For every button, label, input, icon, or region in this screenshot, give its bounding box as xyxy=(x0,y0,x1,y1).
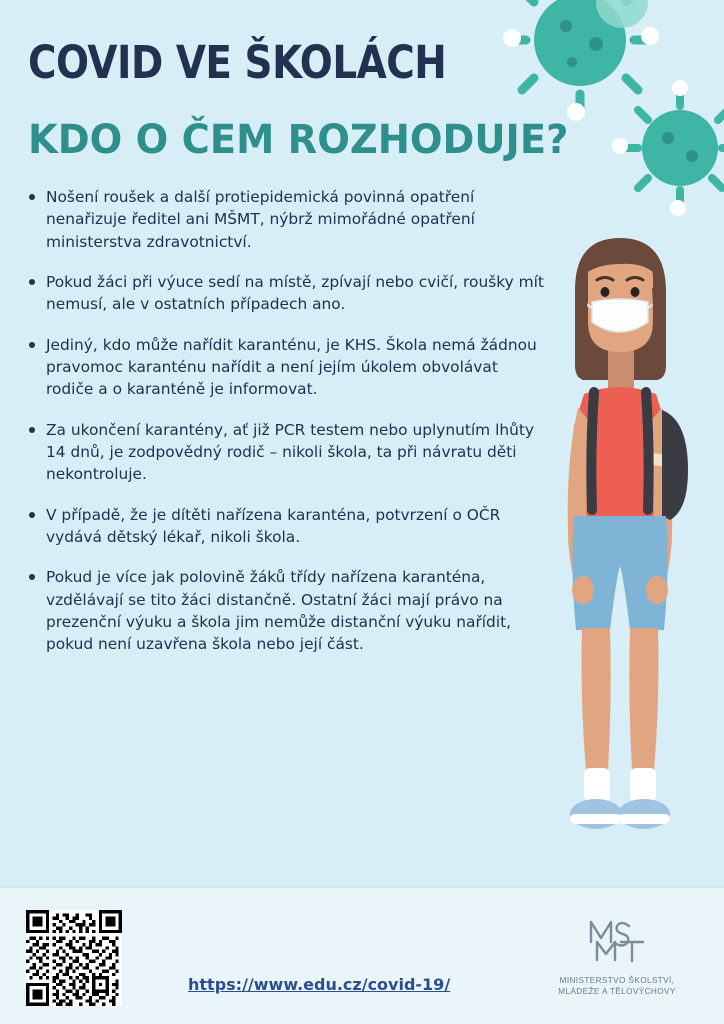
list-item: Nošení roušek a další protiepidemická povinná opatření nenařizuje ředitel ani MŠMT, nýbrž mimořádné opatření ministerstva zdravotnictví. xyxy=(26,186,546,253)
page-subtitle: KDO O ČEM ROZHODUJE? xyxy=(28,117,569,163)
list-item: Za ukončení karantény, ať již PCR testem nebo uplynutím lhůty 14 dnů, je zodpovědný rodič – nikoli škola, ta při návratu děti nekontroluje. xyxy=(26,419,546,486)
covid-info-link[interactable]: https://www.edu.cz/covid-19/ xyxy=(188,975,451,994)
info-bullet-list xyxy=(26,186,546,674)
list-item: Pokud žáci při výuce sedí na místě, zpívají nebo cvičí, roušky mít nemusí, ale v ostatních případech ano. xyxy=(26,271,546,316)
msmt-monogram-icon xyxy=(585,916,649,964)
msmt-logo-mark xyxy=(532,916,702,969)
msmt-logo-text xyxy=(532,975,702,997)
msmt-logo-line1: MINISTERSTVO ŠKOLSTVÍ, xyxy=(559,976,675,986)
list-item: Pokud je více jak polovině žáků třídy nařízena karanténa, vzdělávají se tito žáci distančně. Ostatní žáci mají právo na prezenční výuku a škola jim nemůže distanční výuku nařídit, pokud není uzavřena škola nebo její část. xyxy=(26,566,546,655)
page-title: COVID VE ŠKOLÁCH xyxy=(28,36,447,89)
qr-code[interactable] xyxy=(26,910,122,1006)
student-illustration xyxy=(520,230,720,880)
msmt-logo xyxy=(532,916,702,997)
list-item: Jediný, kdo může nařídit karanténu, je KHS. Škola nemá žádnou pravomoc karanténu nařídit a není jejím úkolem obvolávat rodiče a o karanténě je informovat. xyxy=(26,334,546,401)
msmt-logo-line2: MLÁDEŽE A TĚLOVÝCHOVY xyxy=(558,987,676,997)
list-item: V případě, že je dítěti nařízena karanténa, potvrzení o OČR vydává dětský lékař, nikoli škola. xyxy=(26,504,546,549)
